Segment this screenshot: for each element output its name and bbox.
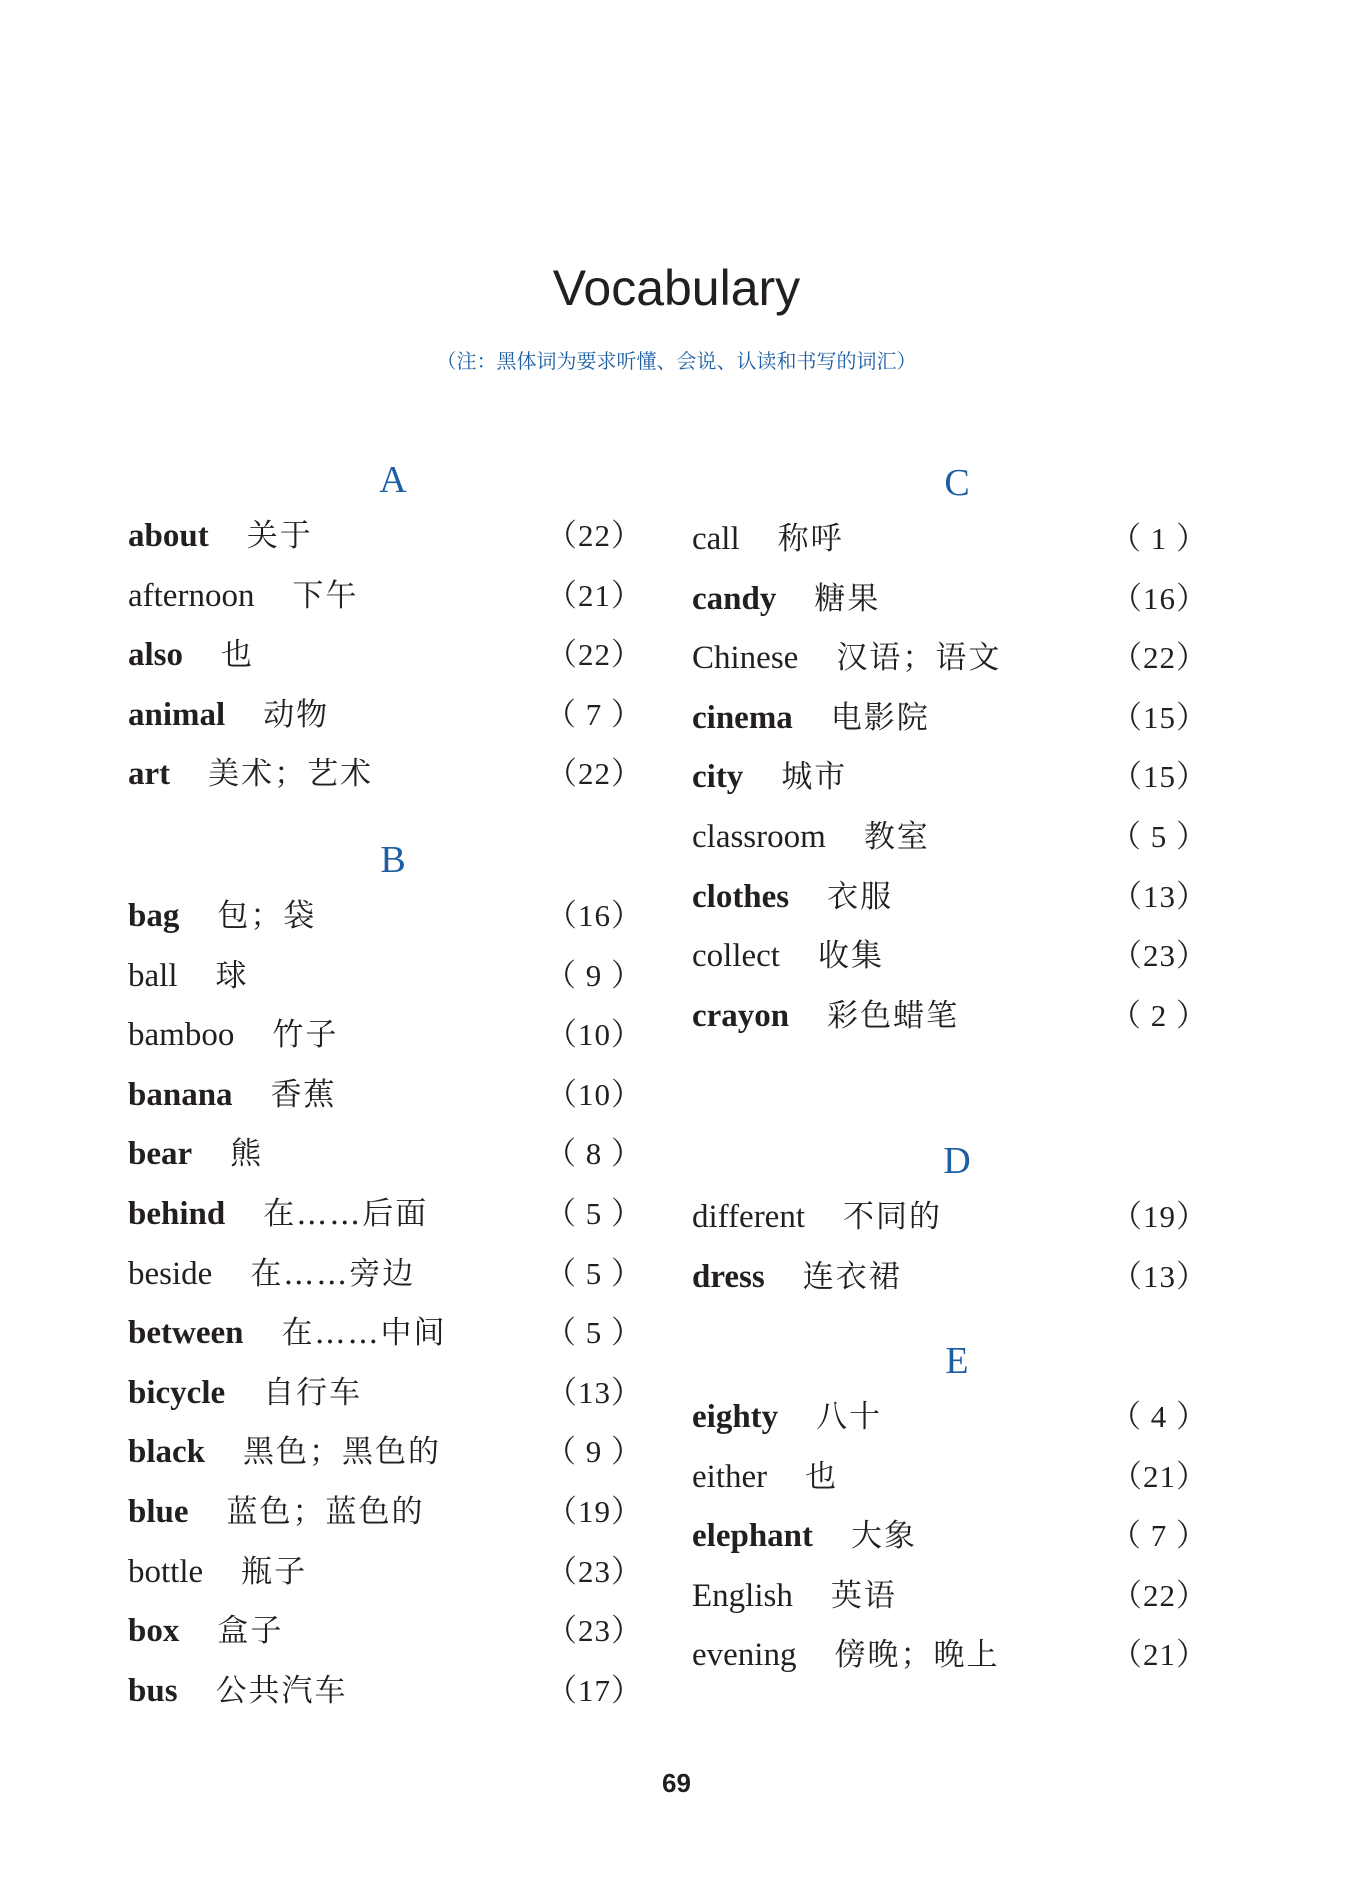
vocab-page-ref: （23） (546, 1613, 643, 1649)
vocab-page-ref: （15） (1111, 759, 1208, 795)
vocab-word: English (692, 1577, 793, 1614)
section-letter-a: A (379, 459, 407, 501)
vocab-translation: 称呼 (777, 521, 844, 557)
vocab-word: also (128, 637, 184, 674)
vocab-translation: 竹子 (272, 1017, 339, 1054)
vocab-page-ref: （16） (1111, 580, 1208, 616)
vocab-entry (692, 1393, 1208, 1441)
vocab-translation: 包；袋 (217, 898, 317, 934)
vocab-entry (128, 1369, 643, 1417)
vocab-entry (692, 694, 1208, 742)
vocab-word: ball (128, 957, 178, 994)
vocab-translation: 下午 (292, 577, 359, 614)
vocab-entry (692, 1253, 1208, 1301)
vocab-translation: 电影院 (830, 699, 930, 736)
vocab-entry (128, 1190, 643, 1238)
vocab-word: evening (692, 1637, 797, 1674)
vocab-translation: 熊 (230, 1136, 264, 1173)
vocab-translation: 连衣裙 (802, 1258, 902, 1295)
vocab-entry (692, 1631, 1208, 1679)
vocab-word: candy (692, 580, 777, 617)
vocab-page-ref: （ 9 ） (545, 957, 643, 993)
vocab-page-ref: （ 5 ） (545, 1196, 643, 1231)
vocab-translation: 美术；艺术 (208, 756, 374, 793)
vocab-entry (128, 750, 643, 798)
vocab-page-ref: （16） (546, 898, 643, 933)
vocab-translation: 城市 (781, 759, 848, 796)
vocab-entry (692, 634, 1208, 682)
vocab-word: black (128, 1434, 206, 1471)
vocab-page-ref: （ 5 ） (1110, 819, 1208, 854)
vocab-page-ref: （ 9 ） (545, 1434, 643, 1470)
vocab-translation: 也 (805, 1458, 839, 1495)
vocab-entry (128, 1309, 643, 1357)
vocab-entry (692, 1193, 1208, 1241)
vocab-entry (692, 1572, 1208, 1620)
vocab-page-ref: （ 8 ） (545, 1136, 643, 1172)
vocab-page-ref: （ 7 ） (1110, 1518, 1208, 1554)
vocab-page-ref: （10） (546, 1076, 643, 1112)
section-letter-e: E (945, 1340, 969, 1382)
section-letter-b: B (380, 839, 406, 881)
vocab-entry (692, 753, 1208, 801)
vocab-entry (128, 691, 643, 739)
vocab-word: either (692, 1458, 768, 1495)
vocab-translation: 傍晚；晚上 (834, 1637, 1000, 1674)
vocab-page-ref: （22） (1111, 640, 1208, 676)
vocab-word: bus (128, 1672, 178, 1709)
vocab-page-ref: （13） (1111, 1258, 1208, 1294)
vocab-translation: 在……中间 (281, 1315, 447, 1352)
vocab-page-ref: （13） (1111, 878, 1208, 914)
vocab-word: beside (128, 1255, 213, 1292)
vocab-translation: 盒子 (217, 1613, 284, 1650)
page-title: Vocabulary (552, 260, 801, 316)
vocab-word: bag (128, 898, 180, 934)
vocab-page-ref: （ 7 ） (545, 696, 643, 732)
vocab-translation: 关于 (246, 518, 313, 554)
vocab-word: animal (128, 696, 226, 733)
vocab-translation: 大象 (851, 1518, 918, 1555)
vocab-word: about (128, 518, 209, 554)
vocab-word: afternoon (128, 577, 255, 614)
vocab-translation: 糖果 (814, 580, 881, 617)
vocab-page-ref: （13） (546, 1374, 643, 1410)
note-text: （注：黑体词为要求听懂、会说、认读和书写的词汇） (436, 349, 917, 373)
vocab-entry (128, 1011, 643, 1059)
vocab-page-ref: （21） (1111, 1458, 1208, 1494)
vocab-word: dress (692, 1258, 765, 1295)
vocab-page-ref: （22） (546, 756, 643, 792)
vocab-entry (128, 952, 643, 1000)
vocab-word: crayon (692, 997, 790, 1034)
section-letter-d: D (943, 1140, 971, 1182)
vocab-word: eighty (692, 1399, 779, 1435)
vocab-page-ref: （ 4 ） (1110, 1399, 1208, 1434)
vocab-entry (692, 1453, 1208, 1501)
vocab-word: bamboo (128, 1017, 235, 1054)
vocab-word: art (128, 756, 171, 793)
vocab-page-ref: （19） (546, 1494, 643, 1529)
vocab-translation: 也 (221, 637, 255, 674)
vocab-entry (692, 1512, 1208, 1560)
vocab-page-ref: （19） (1111, 1199, 1208, 1234)
vocab-entry (692, 873, 1208, 921)
vocab-word: bear (128, 1136, 193, 1173)
vocab-translation: 八十 (816, 1399, 883, 1435)
vocab-translation: 瓶子 (241, 1553, 308, 1590)
vocab-translation: 公共汽车 (215, 1672, 348, 1709)
vocab-translation: 衣服 (827, 878, 894, 915)
vocab-translation: 动物 (263, 696, 330, 733)
vocab-page-ref: （ 2 ） (1110, 997, 1208, 1033)
vocab-word: bicycle (128, 1374, 226, 1411)
vocab-word: collect (692, 938, 780, 975)
vocab-entry (692, 992, 1208, 1040)
vocab-page-ref: （23） (546, 1553, 643, 1589)
vocab-word: call (692, 521, 740, 557)
vocab-word: clothes (692, 878, 790, 915)
vocab-page-ref: （21） (546, 577, 643, 613)
vocab-translation: 不同的 (843, 1199, 943, 1235)
vocab-word: banana (128, 1076, 233, 1113)
vocab-page-ref: （17） (546, 1672, 643, 1708)
vocab-page-ref: （ 5 ） (545, 1315, 643, 1351)
vocab-translation: 黑色；黑色的 (243, 1434, 442, 1471)
vocab-entry (128, 892, 643, 940)
vocab-entry (128, 1548, 643, 1596)
vocab-translation: 英语 (830, 1577, 897, 1614)
vocab-word: elephant (692, 1518, 814, 1555)
vocab-translation: 蓝色；蓝色的 (226, 1494, 425, 1530)
vocab-entry (128, 1071, 643, 1119)
vocab-page-ref: （23） (1111, 938, 1208, 974)
vocab-word: behind (128, 1196, 226, 1232)
vocab-translation: 收集 (817, 938, 884, 975)
vocab-page-ref: （ 5 ） (545, 1255, 643, 1291)
vocab-word: classroom (692, 819, 826, 855)
vocab-entry (692, 575, 1208, 623)
vocab-entry (128, 1667, 643, 1715)
vocab-page-ref: （10） (546, 1017, 643, 1053)
vocab-page-ref: （22） (546, 637, 643, 673)
vocab-entry (128, 1250, 643, 1298)
vocab-translation: 球 (215, 957, 249, 994)
vocab-word: Chinese (692, 640, 799, 677)
vocab-word: blue (128, 1494, 189, 1530)
vocab-word: different (692, 1199, 806, 1235)
vocab-translation: 在……旁边 (250, 1255, 416, 1292)
vocab-word: bottle (128, 1553, 204, 1590)
vocab-translation: 自行车 (263, 1374, 363, 1411)
vocab-entry (128, 1130, 643, 1178)
vocab-entry (128, 631, 643, 679)
vocab-translation: 在……后面 (263, 1196, 429, 1232)
vocab-word: between (128, 1315, 244, 1352)
vocab-page-ref: （21） (1111, 1637, 1208, 1673)
vocab-entry (128, 1428, 643, 1476)
vocab-word: cinema (692, 699, 793, 736)
page-number: 69 (662, 1768, 691, 1798)
vocab-entry (692, 515, 1208, 563)
vocab-translation: 教室 (863, 819, 930, 855)
vocab-word: city (692, 759, 744, 796)
vocab-entry (128, 512, 643, 560)
vocab-word: box (128, 1613, 180, 1650)
vocab-entry (128, 572, 643, 620)
vocab-page-ref: （15） (1111, 699, 1208, 735)
vocab-page-ref: （22） (546, 518, 643, 553)
vocab-translation: 彩色蜡笔 (827, 997, 960, 1034)
vocab-entry (128, 1488, 643, 1536)
vocab-page-ref: （ 1 ） (1110, 521, 1208, 556)
vocab-page-ref: （22） (1111, 1577, 1208, 1613)
vocab-entry (692, 813, 1208, 861)
vocab-entry (128, 1607, 643, 1655)
vocab-translation: 香蕉 (270, 1076, 337, 1113)
vocab-translation: 汉语；语文 (836, 640, 1002, 677)
vocab-entry (692, 932, 1208, 980)
section-letter-c: C (944, 462, 970, 504)
